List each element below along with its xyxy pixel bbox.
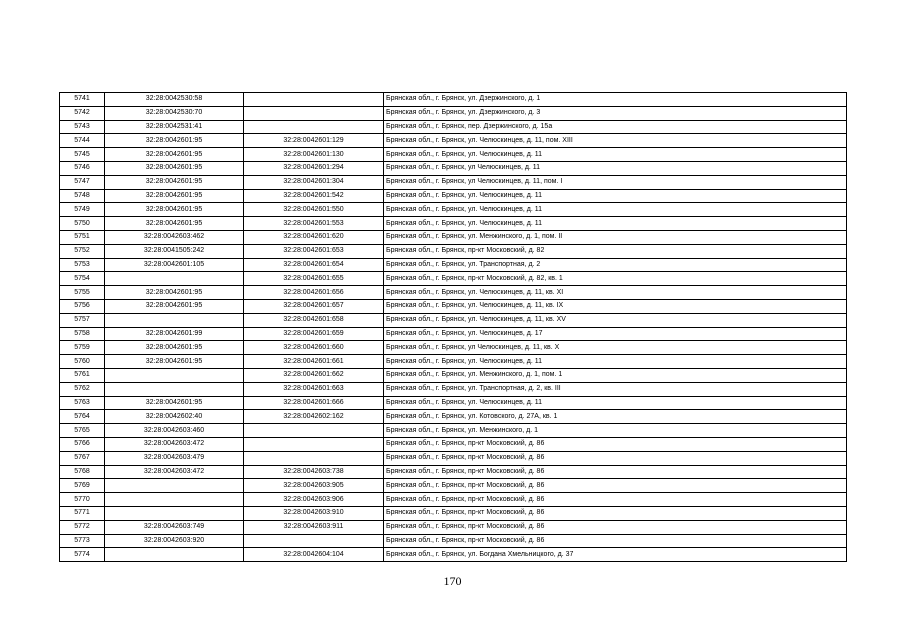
row-number-cell: 5773	[60, 534, 105, 548]
table-row	[60, 203, 847, 217]
object-cadastral-number-cell: 32:28:0042603:911	[244, 520, 384, 534]
cadastral-number-cell: 32:28:0042601:95	[105, 341, 244, 355]
row-number-cell: 5745	[60, 148, 105, 162]
row-number-cell: 5756	[60, 299, 105, 313]
object-cadastral-number-cell	[244, 106, 384, 120]
table-row	[60, 134, 847, 148]
object-cadastral-number-cell: 32:28:0042601:620	[244, 230, 384, 244]
table-row	[60, 148, 847, 162]
table-row	[60, 520, 847, 534]
address-cell: Брянская обл., г. Брянск, ул. Челюскинцев, д. 11, кв. XI	[384, 286, 847, 300]
table-row	[60, 382, 847, 396]
address-cell: Брянская обл., г. Брянск, ул Челюскинцев, д. 11, кв. X	[384, 341, 847, 355]
object-cadastral-number-cell: 32:28:0042601:661	[244, 355, 384, 369]
row-number-cell: 5744	[60, 134, 105, 148]
table-row	[60, 424, 847, 438]
object-cadastral-number-cell: 32:28:0042603:910	[244, 506, 384, 520]
object-cadastral-number-cell: 32:28:0042601:658	[244, 313, 384, 327]
address-cell: Брянская обл., г. Брянск, пер. Дзержинского, д. 15а	[384, 120, 847, 134]
row-number-cell: 5754	[60, 272, 105, 286]
cadastral-number-cell: 32:28:0042601:105	[105, 258, 244, 272]
address-cell: Брянская обл., г. Брянск, ул. Дзержинского, д. 1	[384, 93, 847, 107]
row-number-cell: 5760	[60, 355, 105, 369]
row-number-cell: 5763	[60, 396, 105, 410]
cadastral-number-cell	[105, 506, 244, 520]
cadastral-number-cell: 32:28:0042603:460	[105, 424, 244, 438]
address-cell: Брянская обл., г. Брянск, ул. Челюскинцев, д. 11, пом. XIII	[384, 134, 847, 148]
address-cell: Брянская обл., г. Брянск, ул. Котовского, д. 27А, кв. 1	[384, 410, 847, 424]
object-cadastral-number-cell	[244, 93, 384, 107]
table-row	[60, 272, 847, 286]
table-row	[60, 230, 847, 244]
row-number-cell: 5774	[60, 548, 105, 562]
object-cadastral-number-cell: 32:28:0042602:162	[244, 410, 384, 424]
object-cadastral-number-cell: 32:28:0042603:738	[244, 465, 384, 479]
address-cell: Брянская обл., г. Брянск, ул. Транспортная, д. 2	[384, 258, 847, 272]
row-number-cell: 5770	[60, 493, 105, 507]
row-number-cell: 5772	[60, 520, 105, 534]
address-cell: Брянская обл., г. Брянск, ул. Челюскинцев, д. 11	[384, 148, 847, 162]
table-row	[60, 506, 847, 520]
row-number-cell: 5752	[60, 244, 105, 258]
address-cell: Брянская обл., г. Брянск, ул. Челюскинцев, д. 11	[384, 217, 847, 231]
table-row	[60, 313, 847, 327]
object-cadastral-number-cell	[244, 451, 384, 465]
row-number-cell: 5769	[60, 479, 105, 493]
cadastral-number-cell	[105, 313, 244, 327]
row-number-cell: 5755	[60, 286, 105, 300]
object-cadastral-number-cell: 32:28:0042601:550	[244, 203, 384, 217]
row-number-cell: 5749	[60, 203, 105, 217]
table-row	[60, 465, 847, 479]
address-cell: Брянская обл., г. Брянск, ул. Челюскинцев, д. 17	[384, 327, 847, 341]
address-cell: Брянская обл., г. Брянск, ул. Менжинского, д. 1, пом. II	[384, 230, 847, 244]
table-row	[60, 161, 847, 175]
address-cell: Брянская обл., г. Брянск, пр-кт Московский, д. 82	[384, 244, 847, 258]
table-row	[60, 299, 847, 313]
cadastral-number-cell: 32:28:0041505:242	[105, 244, 244, 258]
row-number-cell: 5746	[60, 161, 105, 175]
cadastral-number-cell: 32:28:0042601:99	[105, 327, 244, 341]
address-cell: Брянская обл., г. Брянск, ул. Челюскинцев, д. 11	[384, 355, 847, 369]
table-row	[60, 368, 847, 382]
row-number-cell: 5758	[60, 327, 105, 341]
object-cadastral-number-cell: 32:28:0042601:655	[244, 272, 384, 286]
object-cadastral-number-cell: 32:28:0042603:905	[244, 479, 384, 493]
object-cadastral-number-cell: 32:28:0042601:656	[244, 286, 384, 300]
address-cell: Брянская обл., г. Брянск, пр-кт Московский, д. 86	[384, 534, 847, 548]
cadastral-number-cell: 32:28:0042601:95	[105, 161, 244, 175]
address-cell: Брянская обл., г. Брянск, ул. Челюскинцев, д. 11, кв. IX	[384, 299, 847, 313]
address-cell: Брянская обл., г. Брянск, ул. Менжинского, д. 1, пом. 1	[384, 368, 847, 382]
address-cell: Брянская обл., г. Брянск, ул. Челюскинцев, д. 11	[384, 396, 847, 410]
table-row	[60, 355, 847, 369]
table-row	[60, 286, 847, 300]
row-number-cell: 5742	[60, 106, 105, 120]
cadastral-number-cell	[105, 368, 244, 382]
address-cell: Брянская обл., г. Брянск, пр-кт Московский, д. 86	[384, 437, 847, 451]
row-number-cell: 5771	[60, 506, 105, 520]
cadastral-number-cell: 32:28:0042603:462	[105, 230, 244, 244]
row-number-cell: 5747	[60, 175, 105, 189]
cadastral-number-cell: 32:28:0042601:95	[105, 396, 244, 410]
address-cell: Брянская обл., г. Брянск, ул. Менжинского, д. 1	[384, 424, 847, 438]
row-number-cell: 5767	[60, 451, 105, 465]
cadastral-number-cell: 32:28:0042601:95	[105, 299, 244, 313]
row-number-cell: 5750	[60, 217, 105, 231]
address-cell: Брянская обл., г. Брянск, ул. Челюскинцев, д. 11	[384, 189, 847, 203]
table-row	[60, 479, 847, 493]
row-number-cell: 5753	[60, 258, 105, 272]
table-row	[60, 548, 847, 562]
object-cadastral-number-cell: 32:28:0042601:653	[244, 244, 384, 258]
row-number-cell: 5751	[60, 230, 105, 244]
address-cell: Брянская обл., г. Брянск, ул Челюскинцев, д. 11	[384, 161, 847, 175]
cadastral-number-cell: 32:28:0042531:41	[105, 120, 244, 134]
cadastral-number-cell: 32:28:0042601:95	[105, 134, 244, 148]
object-cadastral-number-cell: 32:28:0042601:666	[244, 396, 384, 410]
address-cell: Брянская обл., г. Брянск, пр-кт Московский, д. 82, кв. 1	[384, 272, 847, 286]
address-cell: Брянская обл., г. Брянск, ул. Челюскинцев, д. 11, кв. XV	[384, 313, 847, 327]
row-number-cell: 5765	[60, 424, 105, 438]
table-row	[60, 217, 847, 231]
cadastral-number-cell	[105, 479, 244, 493]
table-row	[60, 493, 847, 507]
row-number-cell: 5748	[60, 189, 105, 203]
address-cell: Брянская обл., г. Брянск, ул Челюскинцев, д. 11, пом. I	[384, 175, 847, 189]
address-cell: Брянская обл., г. Брянск, пр-кт Московский, д. 86	[384, 465, 847, 479]
registry-table	[59, 92, 847, 562]
table-row	[60, 437, 847, 451]
table-row	[60, 410, 847, 424]
row-number-cell: 5741	[60, 93, 105, 107]
row-number-cell: 5764	[60, 410, 105, 424]
table-row	[60, 258, 847, 272]
cadastral-number-cell	[105, 548, 244, 562]
row-number-cell: 5766	[60, 437, 105, 451]
cadastral-number-cell: 32:28:0042601:95	[105, 148, 244, 162]
object-cadastral-number-cell	[244, 120, 384, 134]
address-cell: Брянская обл., г. Брянск, пр-кт Московский, д. 86	[384, 493, 847, 507]
table-row	[60, 93, 847, 107]
cadastral-number-cell: 32:28:0042601:95	[105, 203, 244, 217]
cadastral-number-cell: 32:28:0042601:95	[105, 355, 244, 369]
object-cadastral-number-cell: 32:28:0042601:129	[244, 134, 384, 148]
object-cadastral-number-cell: 32:28:0042601:294	[244, 161, 384, 175]
address-cell: Брянская обл., г. Брянск, ул. Транспортная, д. 2, кв. III	[384, 382, 847, 396]
object-cadastral-number-cell: 32:28:0042601:553	[244, 217, 384, 231]
row-number-cell: 5768	[60, 465, 105, 479]
row-number-cell: 5759	[60, 341, 105, 355]
cadastral-number-cell: 32:28:0042602:40	[105, 410, 244, 424]
row-number-cell: 5762	[60, 382, 105, 396]
address-cell: Брянская обл., г. Брянск, пр-кт Московский, д. 86	[384, 520, 847, 534]
cadastral-number-cell: 32:28:0042603:472	[105, 437, 244, 451]
object-cadastral-number-cell: 32:28:0042601:654	[244, 258, 384, 272]
table-row	[60, 120, 847, 134]
object-cadastral-number-cell: 32:28:0042604:104	[244, 548, 384, 562]
cadastral-number-cell: 32:28:0042530:58	[105, 93, 244, 107]
cadastral-number-cell	[105, 272, 244, 286]
cadastral-number-cell: 32:28:0042603:472	[105, 465, 244, 479]
object-cadastral-number-cell	[244, 424, 384, 438]
object-cadastral-number-cell	[244, 534, 384, 548]
table-row	[60, 396, 847, 410]
object-cadastral-number-cell: 32:28:0042603:906	[244, 493, 384, 507]
table-row	[60, 106, 847, 120]
table-row	[60, 451, 847, 465]
address-cell: Брянская обл., г. Брянск, пр-кт Московский, д. 86	[384, 479, 847, 493]
object-cadastral-number-cell: 32:28:0042601:542	[244, 189, 384, 203]
table-row	[60, 341, 847, 355]
table-row	[60, 175, 847, 189]
cadastral-number-cell: 32:28:0042601:95	[105, 175, 244, 189]
cadastral-number-cell	[105, 493, 244, 507]
cadastral-number-cell: 32:28:0042603:749	[105, 520, 244, 534]
address-cell: Брянская обл., г. Брянск, пр-кт Московский, д. 86	[384, 506, 847, 520]
object-cadastral-number-cell	[244, 437, 384, 451]
object-cadastral-number-cell: 32:28:0042601:662	[244, 368, 384, 382]
object-cadastral-number-cell: 32:28:0042601:659	[244, 327, 384, 341]
object-cadastral-number-cell: 32:28:0042601:657	[244, 299, 384, 313]
address-cell: Брянская обл., г. Брянск, ул. Дзержинского, д. 3	[384, 106, 847, 120]
table-row	[60, 327, 847, 341]
cadastral-number-cell	[105, 382, 244, 396]
address-cell: Брянская обл., г. Брянск, ул. Богдана Хмельницкого, д. 37	[384, 548, 847, 562]
row-number-cell: 5757	[60, 313, 105, 327]
address-cell: Брянская обл., г. Брянск, ул. Челюскинцев, д. 11	[384, 203, 847, 217]
cadastral-number-cell: 32:28:0042601:95	[105, 217, 244, 231]
object-cadastral-number-cell: 32:28:0042601:663	[244, 382, 384, 396]
table-row	[60, 244, 847, 258]
cadastral-number-cell: 32:28:0042601:95	[105, 286, 244, 300]
table-row	[60, 534, 847, 548]
row-number-cell: 5743	[60, 120, 105, 134]
table-row	[60, 189, 847, 203]
object-cadastral-number-cell: 32:28:0042601:130	[244, 148, 384, 162]
registry-table-body	[60, 93, 847, 562]
cadastral-number-cell: 32:28:0042601:95	[105, 189, 244, 203]
cadastral-number-cell: 32:28:0042603:479	[105, 451, 244, 465]
cadastral-number-cell: 32:28:0042603:920	[105, 534, 244, 548]
object-cadastral-number-cell: 32:28:0042601:660	[244, 341, 384, 355]
address-cell: Брянская обл., г. Брянск, пр-кт Московский, д. 86	[384, 451, 847, 465]
object-cadastral-number-cell: 32:28:0042601:304	[244, 175, 384, 189]
cadastral-number-cell: 32:28:0042530:70	[105, 106, 244, 120]
row-number-cell: 5761	[60, 368, 105, 382]
page-number: 170	[443, 574, 462, 588]
